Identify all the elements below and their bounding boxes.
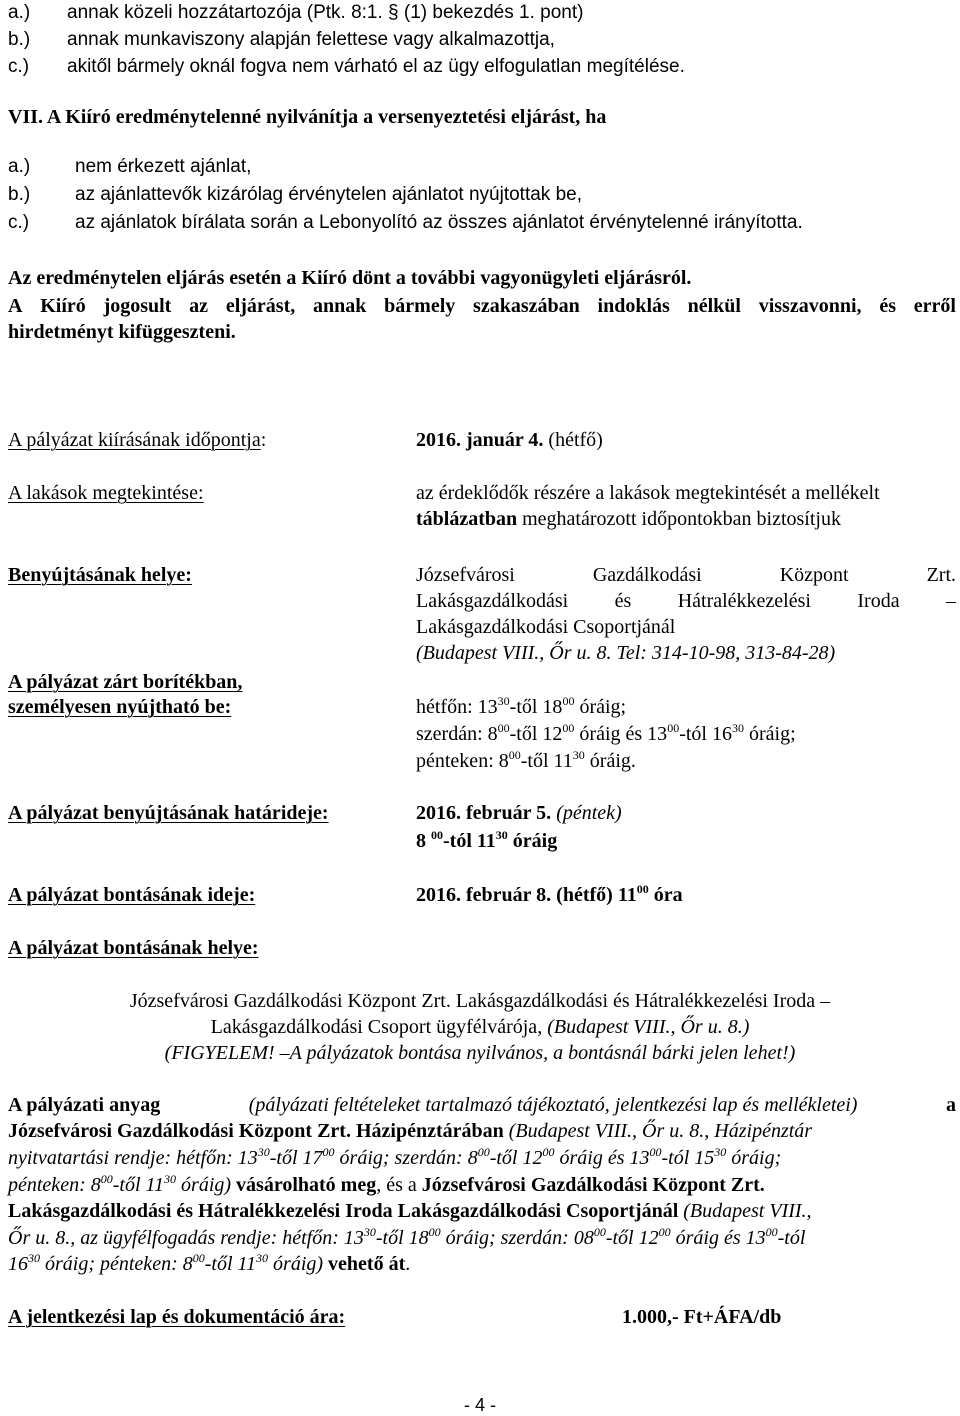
label-benyujtas: Benyújtásának helye: [8,564,192,586]
value-benyujtas-1: Józsefvárosi Gazdálkodási Központ Zrt. [416,564,956,586]
value-hatarido: 2016. február 5. (péntek) [416,802,622,824]
anyag-line3: nyitvatartási rendje: hétfőn: $13^{30}$-től $17^{00}$ óráig; szerdán: $8^{00}$-től $12^{00}$ óráig és $13^{00}$-tól $15^{30}$ óráig; [8,1145,782,1169]
list-item: annak közeli hozzátartozója (Ptk. 8:1. § (1) bekezdés 1. pont) [67,2,584,23]
value-benyujtas-4: (Budapest VIII., Őr u. 8. Tel: 314-10-98, 313-84-28) [416,642,836,664]
list-text: az ajánlatok bírálata során a Lebonyolító az összes ajánlatot érvénytelenné irányította. [75,212,803,233]
section-heading: VII. A Kiíró eredménytelenné nyilvánítja a versenyeztetési eljárást, ha [8,106,607,128]
value-hatarido-time: 8 $^{00}$-tól $11^{30}$ óráig [416,828,558,852]
value-megtekintes-1: az érdeklődők részére a lakások megtekintését a mellékelt [416,482,880,504]
label-megtekintes: A lakások megtekintése: [8,482,204,504]
anyag-line4: pénteken: $8^{00}$-től $11^{30}$ óráig) vásárolható meg, és a Józsefvárosi Gazdálkodási Központ Zrt. [8,1172,765,1196]
anyag-line5: Lakásgazdálkodási és Hátralékkezelési Iroda Lakásgazdálkodási Csoportjánál (Budapest VIII., [8,1200,812,1222]
bontas-helye-line2: Lakásgazdálkodási Csoport ügyfélvárója, (Budapest VIII., Őr u. 8.) [210,1016,750,1038]
list-label: b.) [8,184,31,205]
paragraph-withdraw-cont: hirdetményt kifüggeszteni. [8,321,236,343]
list-item: akitől bármely oknál fogva nem várható el az ügy elfogulatlan megítélése. [67,56,685,77]
value-benyujtas-3: Lakásgazdálkodási Csoportjánál [416,616,676,638]
page-number: - 4 - [463,1395,496,1415]
paragraph-unsuccessful: Az eredménytelen eljárás esetén a Kiíró dönt a további vagyonügyleti eljárásról. [8,267,692,289]
value-benyujtas-2: Lakásgazdálkodási és Hátralékkezelési Iroda – [416,590,956,612]
hours-friday: pénteken: $8^{00}$-től $11^{30}$ óráig. [416,748,636,772]
label-bontas-helye: A pályázat bontásának helye: [8,937,259,959]
label-hatarido: A pályázat benyújtásának határideje: [8,802,329,824]
anyag-line1: A pályázati anyag (pályázati feltételeket tartalmazó tájékoztató, jelentkezési lap és mellékletei) a [8,1094,956,1116]
list-item: annak munkaviszony alapján felettese vagy alkalmazottja, [67,29,555,50]
list-text: nem érkezett ajánlat, [75,156,252,177]
anyag-line2: Józsefvárosi Gazdálkodási Központ Zrt. Házipénztárában (Budapest VIII., Őr u. 8., Házipénztár [8,1120,813,1142]
label-zart-1: A pályázat zárt borítékban, [8,671,243,693]
list-text: az ajánlattevők kizárólag érvénytelen ajánlatot nyújtottak be, [75,184,582,205]
anyag-line6: Őr u. 8., az ügyfélfogadás rendje: hétfőn: $13^{30}$-től $18^{00}$ óráig; szerdán: $08^{00}$-től $12^{00}$ óráig és $13^{00}$-tól [8,1225,806,1249]
paragraph-withdraw: A Kiíró jogosult az eljárást, annak bármely szakaszában indoklás nélkül visszavonni, és erről [8,295,956,317]
value-kiiras: 2016. január 4. (hétfő) [416,429,603,451]
list-label: c.) [8,212,30,233]
anyag-line7: $16^{30}$ óráig; pénteken: $8^{00}$-től $11^{30}$ óráig) vehető át. [8,1251,411,1275]
label-ar: A jelentkezési lap és dokumentáció ára: [8,1306,346,1328]
value-megtekintes-2: táblázatban meghatározott időpontokban biztosítjuk [416,508,841,530]
list-label: a.) [8,156,31,177]
list-label: a.) [8,2,31,23]
list-label: c.) [8,56,30,77]
label-zart-2: személyesen nyújtható be: [8,696,232,718]
list-label: b.) [8,29,31,50]
hours-wednesday: szerdán: $8^{00}$-től $12^{00}$ óráig és $13^{00}$-tól $16^{30}$ óráig; [416,721,796,745]
label-bontas-ideje: A pályázat bontásának ideje: [8,884,256,906]
value-ar: 1.000,- Ft+ÁFA/db [622,1306,782,1328]
bontas-helye-note: (FIGYELEM! –A pályázatok bontása nyilvános, a bontásnál bárki jelen lehet!) [164,1042,796,1064]
label-kiiras: A pályázat kiírásának időpontja: [8,429,267,451]
value-bontas-ideje: 2016. február 8. (hétfő) $11^{00}$ óra [416,882,683,906]
hours-monday: hétfőn: $13^{30}$-től $18^{00}$ óráig; [416,694,627,718]
bontas-helye-line1: Józsefvárosi Gazdálkodási Központ Zrt. Lakásgazdálkodási és Hátralékkezelési Iroda – [129,990,831,1012]
